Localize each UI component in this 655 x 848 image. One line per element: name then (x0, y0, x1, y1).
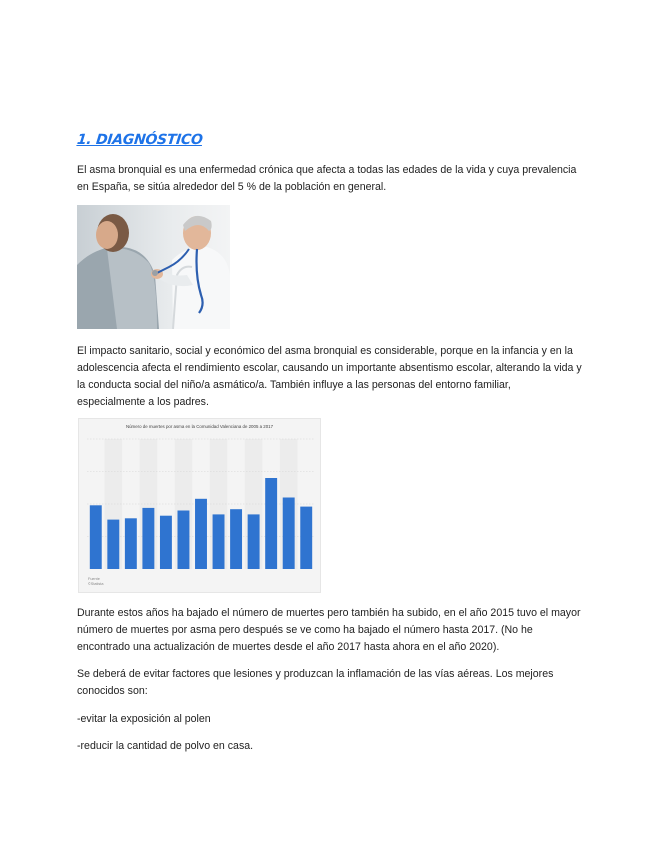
list-item: -reducir la cantidad de polvo en casa. (77, 740, 254, 752)
chart-bar-2011 (195, 499, 207, 569)
paragraph-impact: El impacto sanitario, social y económico del asma bronquial es considerable, porque en la infancia y en la adolescencia afecta el rendimiento escolar, causando un importante absentismo escolar, alterando la vida y la conducta social del niño/a asmático/a. También influye a las personas del entorno familiar, especialmente a los padres. (77, 345, 582, 408)
paragraph-trend: Durante estos años ha bajado el número de muertes pero también ha subido, en el año 2015 tuvo el mayor número de muertes por asma pero después se ve como ha bajado el número hasta 2017. (No he encontrado una actualización de muertes desde el año 2017 hasta ahora en el año 2020). (77, 607, 581, 653)
chart-footer (88, 577, 103, 587)
chart-bar-2007 (125, 518, 137, 569)
paragraph-factors: Se deberá de evitar factores que lesiones y produzcan la inflamación de las vías aéreas. Los mejores conocidos son: (77, 668, 554, 697)
chart-bar-2009 (160, 516, 172, 569)
deaths-bar-chart (78, 418, 321, 593)
doctor-photo (77, 205, 230, 329)
chart-plot (79, 419, 322, 594)
chart-footer-copyright: ©Statista (88, 582, 104, 586)
chart-bar-2013 (230, 509, 242, 569)
chart-bar-2008 (142, 508, 154, 569)
doctor-auscultation-illustration (77, 205, 230, 329)
chart-title: Número de muertes por asma en la Comunidad Valenciana de 2005 a 2017 (125, 424, 274, 429)
section-heading: 1. DIAGNÓSTICO (76, 132, 204, 148)
chart-footer-source: Fuente (88, 577, 100, 581)
chart-bar-2006 (107, 520, 119, 569)
list-item: -evitar la exposición al polen (77, 713, 211, 725)
chart-bar-2005 (90, 505, 102, 569)
paragraph-prevalence: El asma bronquial es una enfermedad crónica que afecta a todas las edades de la vida y cuya prevalencia en España, se sitúa alrededor del 5 % de la población en general. (77, 164, 577, 193)
chart-bar-2014 (248, 514, 260, 569)
chart-bar-2012 (213, 514, 225, 569)
chart-bar-2017 (300, 507, 312, 569)
chart-bar-2015 (265, 478, 277, 569)
chart-bar-2016 (283, 498, 295, 570)
chart-bar-2010 (177, 511, 189, 570)
